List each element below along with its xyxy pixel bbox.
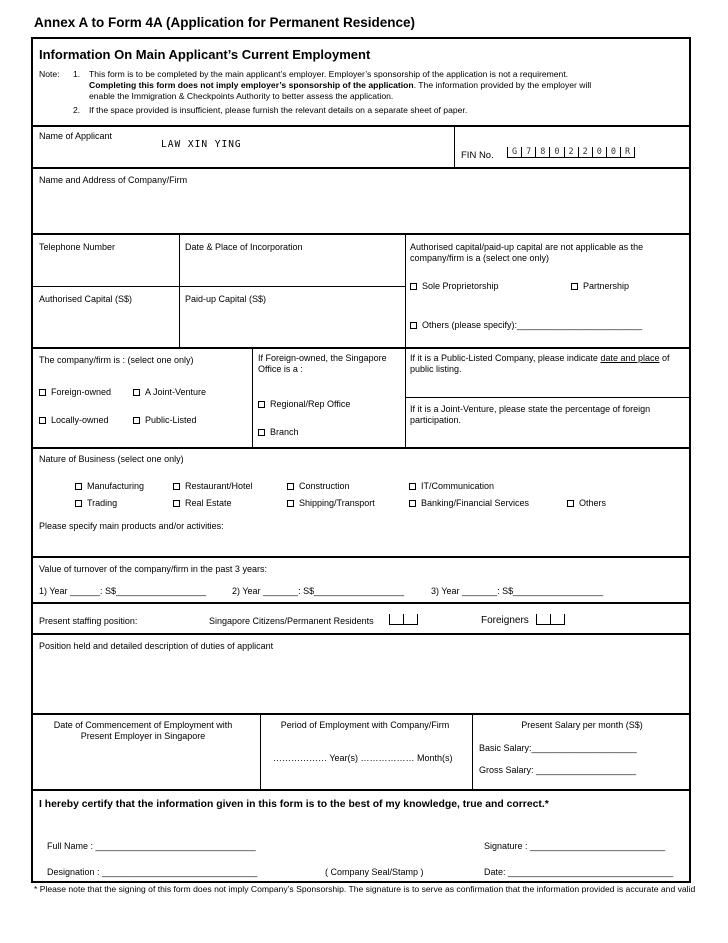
sole-proprietorship-label: Sole Proprietorship [422, 281, 499, 291]
trading-label: Trading [87, 498, 118, 508]
date-field[interactable]: Date: _________________________________ [484, 867, 674, 877]
fin-digit-boxes [507, 147, 635, 158]
fin-digit: G [507, 147, 521, 157]
authorised-capital-label: Authorised Capital (S$) [39, 294, 133, 304]
sole-proprietorship-option[interactable] [410, 281, 499, 291]
fin-digit: 0 [592, 147, 606, 157]
period-fill[interactable]: ……………… Year(s) ……………… Month(s) [273, 753, 453, 763]
divider [33, 167, 689, 169]
employment-form [31, 37, 691, 883]
signature-field[interactable]: Signature : ___________________________ [484, 841, 666, 851]
shipping-option[interactable] [287, 498, 375, 508]
checkbox[interactable] [39, 389, 46, 396]
note-label: Note: [39, 69, 60, 79]
checkbox[interactable] [410, 283, 417, 290]
turnover-label: Value of turnover of the company/firm in the past 3 years: [39, 564, 267, 574]
real-estate-label: Real Estate [185, 498, 232, 508]
commencement-label: Date of Commencement of Employment with Present Employer in Singapore [53, 720, 233, 741]
checkbox[interactable] [287, 500, 294, 507]
public-listed-option[interactable] [133, 415, 197, 425]
salary-label: Present Salary per month (S$) [521, 720, 643, 730]
fin-digit: 0 [549, 147, 563, 157]
note-line-4: If the space provided is insufficient, please furnish the relevant details on a separate sheet of paper. [89, 105, 468, 115]
divider [472, 714, 473, 789]
public-listed-label: Public-Listed [145, 415, 197, 425]
foreign-owned-option[interactable] [39, 387, 111, 397]
regional-office-option[interactable] [258, 399, 350, 409]
divider [179, 234, 180, 348]
shipping-label: Shipping/Transport [299, 498, 375, 508]
full-name-field[interactable]: Full Name : ________________________________ [47, 841, 256, 851]
restaurant-label: Restaurant/Hotel [185, 481, 253, 491]
company-type-label: The company/firm is : (select one only) [39, 355, 194, 365]
company-seal-label: ( Company Seal/Stamp ) [325, 867, 424, 877]
checkbox[interactable] [133, 389, 140, 396]
fin-digit: 0 [606, 147, 620, 157]
joint-venture-option[interactable] [133, 387, 206, 397]
joint-venture-label: A Joint-Venture [145, 387, 207, 397]
banking-option[interactable] [409, 498, 529, 508]
others-business-option[interactable] [567, 498, 606, 508]
checkbox[interactable] [39, 417, 46, 424]
if-public-listed-label [410, 353, 690, 375]
note-line-1: This form is to be completed by the main applicant’s employer. Employer’s sponsorship of the application is not a requirement. [89, 69, 569, 79]
turnover-year-2[interactable]: 2) Year _______: S$__________________ [232, 586, 405, 596]
fin-number-field[interactable] [507, 146, 635, 158]
divider [33, 633, 689, 635]
regional-office-label: Regional/Rep Office [270, 399, 351, 409]
divider [454, 126, 455, 167]
checkbox[interactable] [75, 500, 82, 507]
fin-digit: 7 [521, 147, 535, 157]
note-line-2 [89, 80, 689, 91]
note-number-2: 2. [73, 105, 81, 115]
capital-not-applicable-note: Authorised capital/paid-up capital are not applicable as the company/firm is a (select one only) [410, 242, 644, 263]
checkbox[interactable] [75, 483, 82, 490]
date-place-underlined: date and place [600, 353, 660, 363]
partnership-label: Partnership [583, 281, 630, 291]
paidup-capital-label: Paid-up Capital (S$) [185, 294, 267, 304]
others-business-label: Others [579, 498, 607, 508]
business-nature-label: Nature of Business (select one only) [39, 454, 184, 464]
locally-owned-label: Locally-owned [51, 415, 109, 425]
divider [33, 789, 689, 791]
divider [33, 556, 689, 558]
incorporation-label: Date & Place of Incorporation [185, 242, 303, 252]
divider [33, 447, 689, 449]
foreign-owned-label: Foreign-owned [51, 387, 112, 397]
fin-digit: R [620, 147, 635, 157]
banking-label: Banking/Financial Services [421, 498, 530, 508]
if-public-text-end: of public listing. [410, 353, 670, 374]
divider [33, 713, 689, 715]
trading-option[interactable] [75, 498, 117, 508]
divider [33, 286, 405, 287]
others-specify-label: Others (please specify):_________________________ [422, 320, 643, 330]
checkbox[interactable] [409, 483, 416, 490]
locally-owned-option[interactable] [39, 415, 109, 425]
fin-digit: 8 [535, 147, 549, 157]
period-label: Period of Employment with Company/Firm [280, 720, 450, 730]
applicant-name-value[interactable]: LAW XIN YING [161, 139, 242, 150]
if-joint-venture-label: If it is a Joint-Venture, please state the percentage of foreign participation. [410, 404, 651, 425]
footnote: * Please note that the signing of this form does not imply Company’s Sponsorship. The signature is to serve as confirmation that the information provided is accurate and valid [34, 884, 696, 894]
fin-digit: 2 [578, 147, 592, 157]
checkbox[interactable] [258, 401, 265, 408]
fin-digit: 2 [564, 147, 578, 157]
if-foreign-label: If Foreign-owned, the Singapore Office is a : [258, 353, 387, 374]
telephone-label: Telephone Number [39, 242, 116, 252]
company-name-address-label: Name and Address of Company/Firm [39, 175, 188, 185]
manufacturing-label: Manufacturing [87, 481, 145, 491]
certification-statement: I hereby certify that the information given in this form is to the best of my knowledge, true and correct.* [39, 799, 549, 810]
note-line-2-rest: . The information provided by the employer will [413, 80, 592, 90]
citizens-count-field[interactable] [389, 613, 418, 625]
divider [252, 348, 253, 447]
turnover-year-3[interactable]: 3) Year _______: S$__________________ [431, 586, 604, 596]
it-label: IT/Communication [421, 481, 495, 491]
divider [33, 125, 689, 127]
divider [33, 602, 689, 604]
basic-salary-field[interactable]: Basic Salary:_____________________ [479, 743, 637, 753]
fin-label: FIN No. [461, 150, 494, 161]
checkbox[interactable] [409, 500, 416, 507]
checkbox[interactable] [287, 483, 294, 490]
partnership-option[interactable] [571, 281, 629, 291]
branch-option[interactable] [258, 427, 299, 437]
construction-label: Construction [299, 481, 350, 491]
construction-option[interactable] [287, 481, 350, 491]
divider [405, 397, 689, 398]
checkbox[interactable] [567, 500, 574, 507]
section-title: Information On Main Applicant’s Current Employment [39, 47, 371, 62]
checkbox[interactable] [571, 283, 578, 290]
restaurant-option[interactable] [173, 481, 253, 491]
position-duties-label: Position held and detailed description of duties of applicant [39, 641, 274, 651]
checkbox[interactable] [173, 483, 180, 490]
turnover-year-1[interactable]: 1) Year ______: S$__________________ [39, 586, 207, 596]
products-label: Please specify main products and/or activities: [39, 521, 224, 531]
manufacturing-option[interactable] [75, 481, 144, 491]
divider [33, 233, 689, 235]
if-public-text: If it is a Public-Listed Company, please indicate [410, 353, 598, 363]
applicant-name-label: Name of Applicant [39, 131, 113, 141]
divider [33, 347, 689, 349]
divider [405, 234, 406, 348]
real-estate-option[interactable] [173, 498, 232, 508]
others-specify-option[interactable] [410, 320, 642, 330]
citizens-label: Singapore Citizens/Permanent Residents [209, 616, 374, 626]
foreigners-count-field[interactable] [536, 613, 565, 625]
it-option[interactable] [409, 481, 494, 491]
branch-label: Branch [270, 427, 299, 437]
checkbox[interactable] [173, 500, 180, 507]
staffing-label: Present staffing position: [39, 616, 138, 626]
divider [260, 714, 261, 789]
note-line-3: enable the Immigration & Checkpoints Authority to better assess the application. [89, 91, 394, 101]
gross-salary-field[interactable]: Gross Salary: ____________________ [479, 765, 637, 775]
note-number-1: 1. [73, 69, 81, 79]
checkbox[interactable] [133, 417, 140, 424]
form-title: Annex A to Form 4A (Application for Permanent Residence) [34, 15, 416, 30]
foreigners-label: Foreigners [481, 615, 529, 626]
note-line-2-bold: Completing this form does not imply employer’s sponsorship of the application [89, 80, 414, 90]
designation-field[interactable]: Designation : _______________________________ [47, 867, 258, 877]
checkbox[interactable] [410, 322, 417, 329]
checkbox[interactable] [258, 429, 265, 436]
